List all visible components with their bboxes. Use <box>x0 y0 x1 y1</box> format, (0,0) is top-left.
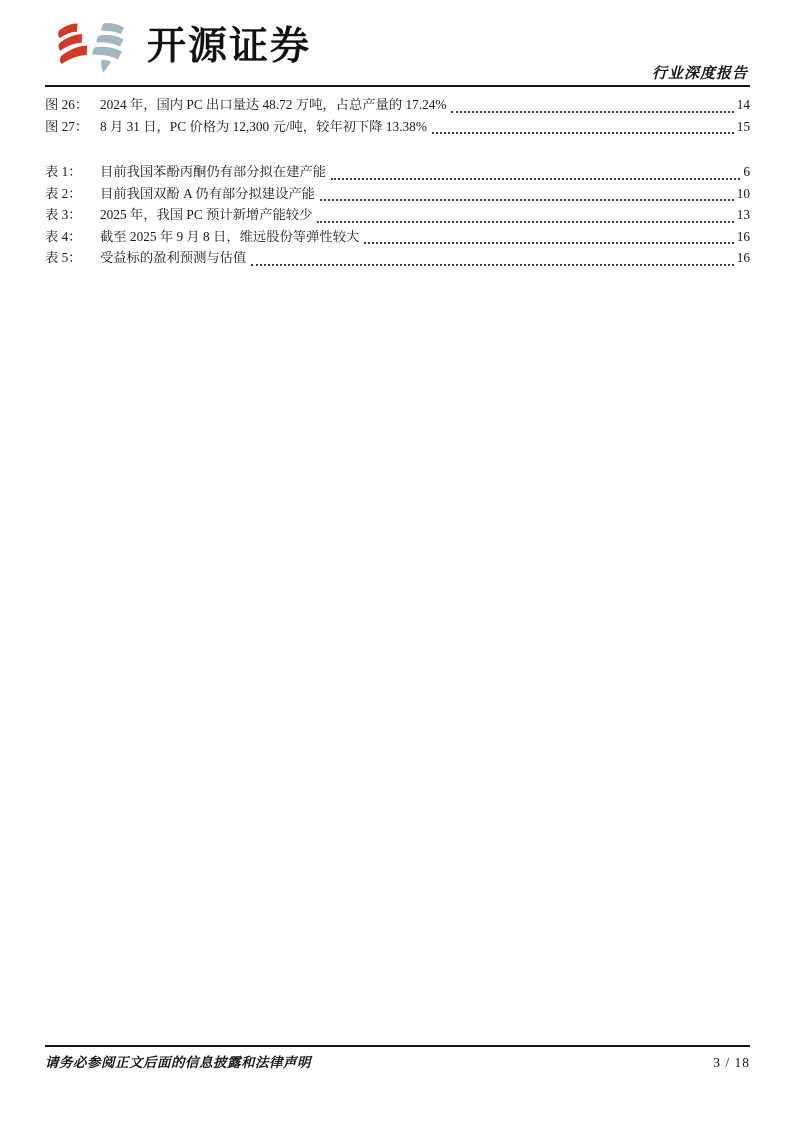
toc-figures-block <box>45 94 750 137</box>
dot-leader <box>364 242 733 244</box>
toc-entry-page: 14 <box>736 97 750 112</box>
toc-entry-label: 表 3： <box>45 207 82 222</box>
report-type-label: 行业深度报告 <box>651 66 748 82</box>
toc-entry-figure-26[interactable] <box>45 94 750 116</box>
table-of-contents <box>45 94 750 269</box>
toc-entry-page: 13 <box>736 207 750 222</box>
toc-entry-page: 6 <box>743 164 750 179</box>
page-header <box>45 16 750 87</box>
toc-entry-label: 表 5： <box>45 250 82 265</box>
toc-entry-page: 10 <box>736 185 750 201</box>
company-name: 开源证券 <box>147 25 312 68</box>
kaiyuan-logo-icon <box>53 18 131 76</box>
toc-entry-table-2[interactable] <box>45 183 750 205</box>
toc-entry-title: 受益标的盈利预测与估值 <box>100 250 247 265</box>
toc-entry-label: 图 26： <box>45 97 89 112</box>
toc-entry-table-1[interactable] <box>45 161 750 183</box>
dot-leader <box>251 264 733 266</box>
toc-entry-page: 16 <box>736 250 750 265</box>
toc-tables-block <box>45 161 750 269</box>
toc-entry-label: 表 2： <box>45 185 82 201</box>
toc-entry-table-3[interactable] <box>45 204 750 226</box>
dot-leader <box>331 178 740 180</box>
toc-entry-title: 截至 2025 年 9 月 8 日，维远股份等弹性较大 <box>100 228 360 244</box>
toc-entry-page: 16 <box>736 228 750 244</box>
dot-leader <box>320 199 734 201</box>
dot-leader <box>432 132 734 134</box>
toc-entry-title: 2025 年，我国 PC 预计新增产能较少 <box>100 207 313 222</box>
dot-leader <box>451 111 733 113</box>
toc-entry-label: 表 1： <box>45 164 82 179</box>
page-footer <box>45 1045 750 1071</box>
toc-entry-title: 2024 年，国内 PC 出口量达 48.72 万吨，占总产量的 17.24% <box>100 97 447 112</box>
dot-leader <box>317 221 733 223</box>
toc-entry-title: 目前我国苯酚丙酮仍有部分拟在建产能 <box>100 164 327 179</box>
toc-entry-title: 目前我国双酚 A 仍有部分拟建设产能 <box>100 185 315 201</box>
toc-entry-figure-27[interactable] <box>45 116 750 138</box>
toc-entry-label: 表 4： <box>45 228 82 244</box>
toc-entry-title: 8 月 31 日，PC 价格为 12,300 元/吨，较年初下降 13.38% <box>100 118 427 134</box>
toc-entry-table-4[interactable] <box>45 226 750 248</box>
page-number-indicator: 3 / 18 <box>713 1055 750 1070</box>
toc-entry-table-5[interactable] <box>45 247 750 269</box>
toc-entry-label: 图 27： <box>45 118 89 134</box>
toc-entry-page: 15 <box>736 118 750 134</box>
disclaimer-text: 请务必参阅正文后面的信息披露和法律声明 <box>45 1055 311 1070</box>
company-logo <box>53 18 311 76</box>
